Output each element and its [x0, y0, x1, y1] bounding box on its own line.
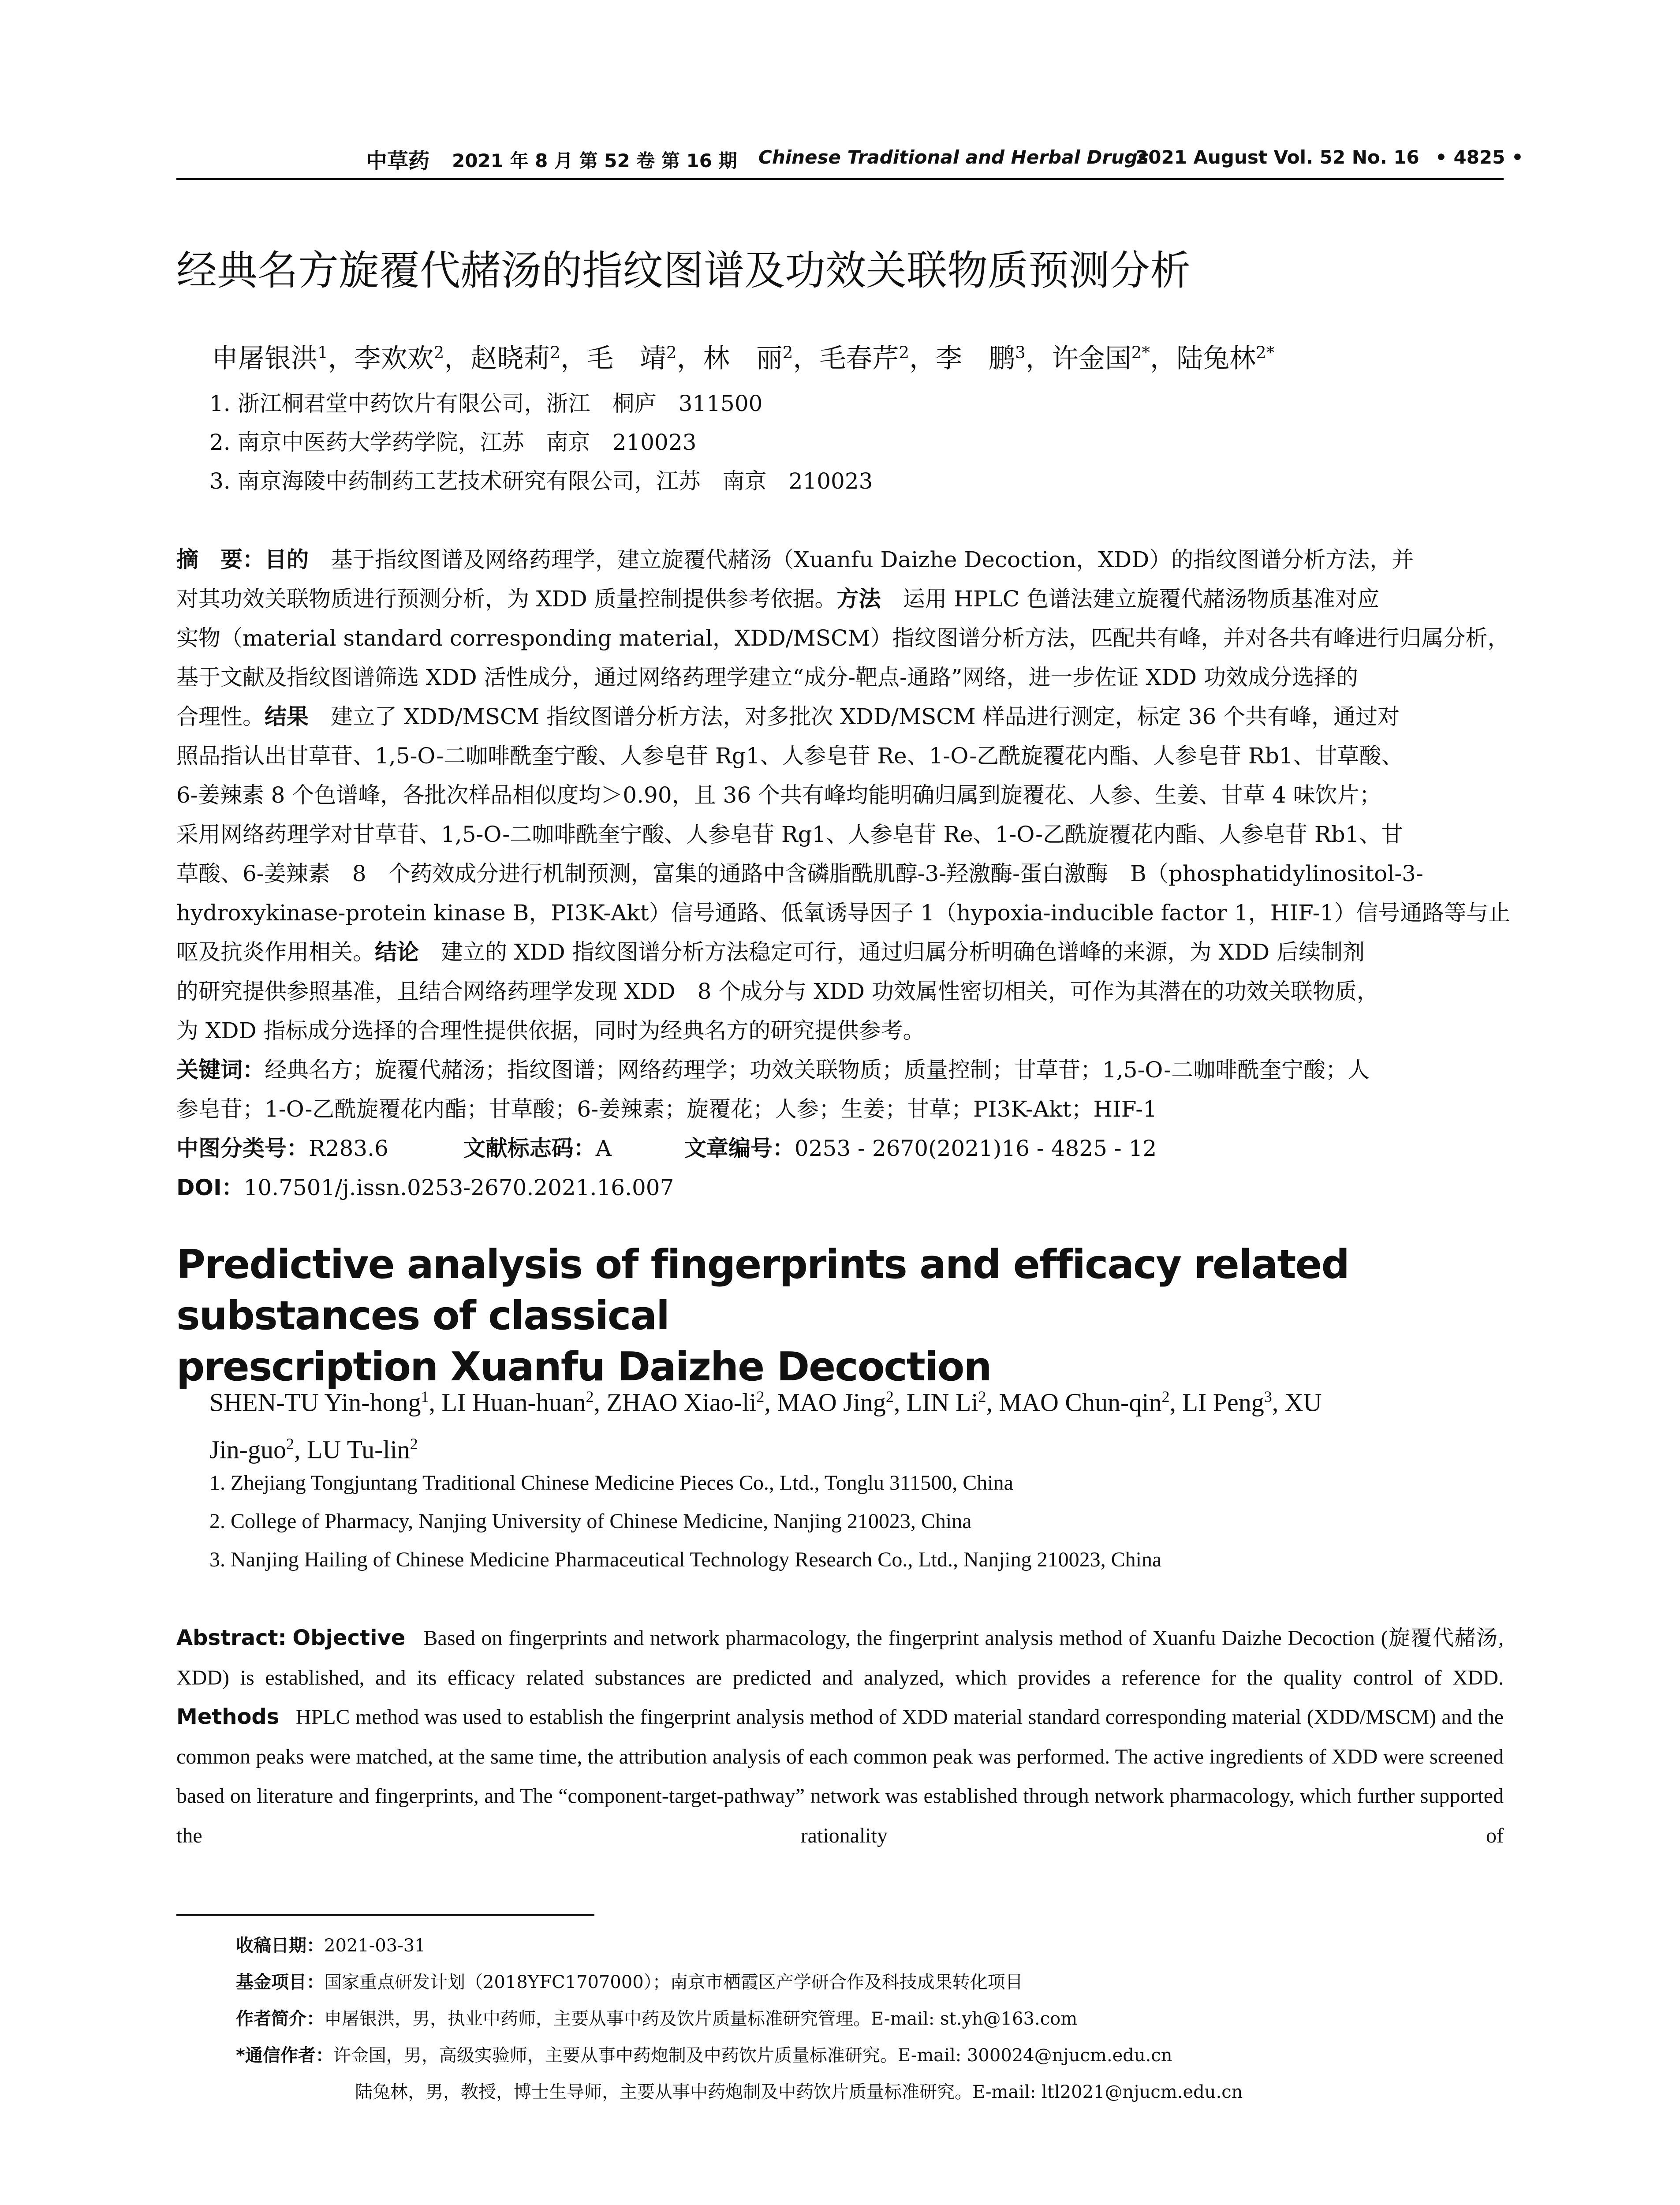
- doi-label: DOI：: [176, 1175, 244, 1200]
- cn-keywords-label: 关键词：: [176, 1057, 265, 1083]
- issue-cn: 2021 年 8 月 第 52 卷 第 16 期: [452, 150, 737, 172]
- cn-results-label: 结果: [265, 704, 309, 729]
- cn-title: 经典名方旋覆代赭汤的指纹图谱及功效关联物质预测分析: [176, 247, 1191, 294]
- cn-abstract-line: 建立了 XDD/MSCM 指纹图谱分析方法，对多批次 XDD/MSCM 样品进行测定，标定 36 个共有峰，通过对: [331, 704, 1400, 729]
- cn-abstract-line: 的研究提供参照基准，且结合网络药理学发现 XDD 8 个成分与 XDD 功效属性密切相关，可作为其潜在的功效关联物质，: [176, 979, 1379, 1004]
- cn-abstract-line: 实物（material standard corresponding material，XDD/MSCM）指纹图谱分析方法，匹配共有峰，并对各共有峰进行归属分析，: [176, 625, 1510, 651]
- cn-author: 毛春芹: [819, 343, 899, 374]
- cn-abstract-line: 基于指纹图谱及网络药理学，建立旋覆代赭汤（Xuanfu Daizhe Decoction，XDD）的指纹图谱分析方法，并: [331, 547, 1414, 572]
- en-title-line: prescription Xuanfu Daizhe Decoction: [176, 1344, 991, 1390]
- en-affiliation-1: 1. Zhejiang Tongjuntang Traditional Chinese Medicine Pieces Co., Ltd., Tonglu 311500, China: [209, 1471, 1013, 1495]
- cn-authors: 申屠银洪$^1$，李欢欢$^2$，赵晓莉$^2$，毛 靖$^2$，林 丽$^2$，毛春芹$^2$，李 鹏$^3$，许金国$^{2*}$，陆兔林$^{2*}$: [212, 343, 1275, 374]
- cn-objective-label: 目的: [265, 547, 309, 572]
- footnote-funding: [236, 1968, 1023, 1993]
- footnote-text: 国家重点研发计划（2018YFC1707000）；南京市栖霞区产学研合作及科技成果转化项目: [324, 1972, 1023, 1992]
- en-authors-line2: Jin-guo$^2$, LU Tu-lin$^2$: [209, 1435, 418, 1464]
- footnote-text: 陆兔林，男，教授，博士生导师，主要从事中药炮制及中药饮片质量标准研究。E-mail: ltl2021@njucm.edu.cn: [355, 2082, 1243, 2102]
- footnote-rule: [176, 1914, 594, 1916]
- issue-en: 2021 August Vol. 52 No. 16: [1135, 146, 1419, 168]
- footnote-corresponding: [236, 2041, 1172, 2067]
- cn-author-affiliation-mark: 2: [666, 343, 677, 362]
- cn-abstract-line: 照品指认出甘草苷、1,5-O-二咖啡酰奎宁酸、人参皂苷 Rg1、人参皂苷 Re、1-O-乙酰旋覆花内酯、人参皂苷 Rb1、甘草酸、: [176, 743, 1404, 769]
- en-affiliation-3: 3. Nanjing Hailing of Chinese Medicine Pharmaceutical Technology Research Co., Ltd., Nanjing 210023, China: [209, 1548, 1162, 1571]
- cn-author: 许金国: [1052, 343, 1131, 374]
- article-number-value: 0253 - 2670(2021)16 - 4825 - 12: [794, 1136, 1157, 1161]
- cn-methods-label: 方法: [836, 586, 881, 612]
- en-authors-line1: SHEN-TU Yin-hong$^1$, LI Huan-huan$^2$, ZHAO Xiao-$li^2$, MAO Jing$^2$, LIN Li$^2$, MAO Chun-qin$^2$, LI Peng$^3$, XU: [209, 1388, 1322, 1417]
- cn-abstract-line: 采用网络药理学对甘草苷、1,5-O-二咖啡酰奎宁酸、人参皂苷 Rg1、人参皂苷 Re、1-O-乙酰旋覆花内酯、人参皂苷 Rb1、甘: [176, 822, 1404, 847]
- cn-keywords-line1: 经典名方；旋覆代赭汤；指纹图谱；网络药理学；功效关联物质；质量控制；甘草苷；1,5-O-二咖啡酰奎宁酸；人: [265, 1057, 1370, 1083]
- cn-abstract-line: hydroxykinase-protein kinase B，PI3K-Akt）信号通路、低氧诱导因子 1（hypoxia-inducible factor 1，HIF-1）信号通路等与止: [176, 900, 1511, 926]
- en-objective-label: Objective: [292, 1626, 406, 1650]
- cn-author-affiliation-mark: 2: [433, 343, 444, 362]
- doc-code-value: A: [595, 1136, 612, 1161]
- footnote-corresponding-2: [355, 2078, 1243, 2103]
- running-header: [176, 141, 1523, 176]
- clc-value: R283.6: [309, 1136, 388, 1161]
- journal-name-cn: 中草药: [366, 149, 430, 173]
- cn-author: 赵晓莉: [470, 343, 550, 374]
- cn-author: 申屠银洪: [212, 343, 317, 374]
- doc-code-label: 文献标志码：: [463, 1136, 596, 1161]
- cn-classification: [176, 1129, 1504, 1168]
- journal-name-en: Chinese Traditional and Herbal Drugs: [758, 146, 1149, 168]
- cn-abstract-line: 对其功效关联物质进行预测分析，为 XDD 质量控制提供参考依据。: [176, 586, 837, 612]
- page-number: • 4825 •: [1435, 146, 1523, 168]
- article-number-label: 文章编号：: [684, 1136, 795, 1161]
- footnote-author-bio: [236, 2005, 1077, 2030]
- en-title-line: Predictive analysis of fingerprints and efficacy related substances of classical: [176, 1241, 1349, 1339]
- footnote-label: 作者简介：: [236, 2009, 324, 2029]
- cn-author-affiliation-mark: 1: [317, 343, 328, 362]
- doi-value: 10.7501/j.issn.0253-2670.2021.16.007: [243, 1175, 674, 1200]
- en-methods-label: Methods: [176, 1704, 280, 1729]
- cn-affiliation-3: 3. 南京海陵中药制药工艺技术研究有限公司，江苏 南京 210023: [209, 468, 873, 494]
- en-abstract-part2: HPLC method was used to establish the fingerprint analysis method of XDD material standard corresponding material (XDD/MSCM) and the common peaks were matched, at the same time, the attribution analysis of each common peak was performed. The active ingredients of XDD were screened based on literature and fingerprints, and The “component-target-pathway” network was established through network pharmacology, which further supported the rationality of: [176, 1705, 1504, 1847]
- footnote-label: 基金项目：: [236, 1972, 324, 1992]
- cn-abstract-line: 6-姜辣素 8 个色谱峰，各批次样品相似度均＞0.90，且 36 个共有峰均能明确归属到旋覆花、人参、生姜、甘草 4 味饮片；: [176, 782, 1381, 808]
- cn-abstract-line: 建立的 XDD 指纹图谱分析方法稳定可行，通过归属分析明确色谱峰的来源，为 XDD 后续制剂: [441, 939, 1365, 965]
- footnote-label: 收稿日期：: [236, 1936, 324, 1956]
- cn-abstract-line: 呕及抗炎作用相关。: [176, 939, 375, 965]
- cn-author-affiliation-mark: 2: [550, 343, 561, 362]
- cn-affiliation-1: 1. 浙江桐君堂中药饮片有限公司，浙江 桐庐 311500: [209, 391, 763, 416]
- cn-author-affiliation-mark: 2: [899, 343, 910, 362]
- cn-author-affiliation-mark: 2*: [1131, 343, 1150, 362]
- cn-author-affiliation-mark: 2*: [1255, 343, 1275, 362]
- footnote-text: 申屠银洪，男，执业中药师，主要从事中药及饮片质量标准研究管理。E-mail: st.yh@163.com: [324, 2009, 1078, 2029]
- cn-abstract-label: 摘 要：: [176, 547, 265, 572]
- en-abstract-label: Abstract:: [176, 1626, 287, 1650]
- cn-abstract-line: 合理性。: [176, 704, 265, 729]
- cn-author: 林 丽: [703, 343, 783, 374]
- header-rule: [176, 178, 1504, 180]
- footnote-received: [236, 1932, 426, 1957]
- cn-author: 毛 靖: [587, 343, 667, 374]
- footnote-text: 2021-03-31: [324, 1936, 426, 1956]
- en-title: [176, 1239, 1504, 1393]
- cn-author-affiliation-mark: 3: [1015, 343, 1026, 362]
- cn-keywords-line2: 参皂苷；1-O-乙酰旋覆花内酯；甘草酸；6-姜辣素；旋覆花；人参；生姜；甘草；PI3K-Akt；HIF-1: [176, 1096, 1157, 1122]
- cn-author: 陆兔林: [1176, 343, 1256, 374]
- en-abstract-part1: Based on fingerprints and network pharmacology, the fingerprint analysis method of Xuanfu Daizhe Decoction (旋覆代赭汤, XDD) is established, and its efficacy related substances are predicted and analyzed, which provides a reference for the quality control of XDD.: [176, 1626, 1504, 1689]
- cn-affiliation-2: 2. 南京中医药大学药学院，江苏 南京 210023: [209, 430, 697, 455]
- en-affiliation-2: 2. College of Pharmacy, Nanjing University of Chinese Medicine, Nanjing 210023, China: [209, 1510, 972, 1533]
- doi: [176, 1168, 1504, 1207]
- cn-author: 李 鹏: [936, 343, 1015, 374]
- cn-author-affiliation-mark: 2: [782, 343, 793, 362]
- footnote-text: 许金国，男，高级实验师，主要从事中药炮制及中药饮片质量标准研究。E-mail: 300024@njucm.edu.cn: [333, 2045, 1172, 2066]
- cn-abstract: [176, 540, 1511, 1207]
- clc-label: 中图分类号：: [176, 1136, 309, 1161]
- en-authors: [209, 1376, 1504, 1471]
- cn-abstract-line: 基于文献及指纹图谱筛选 XDD 活性成分，通过网络药理学建立“成分-靶点-通路”网络，进一步佐证 XDD 功效成分选择的: [176, 665, 1359, 690]
- footnote-label: *通信作者：: [236, 2045, 333, 2066]
- cn-author: 李欢欢: [354, 343, 434, 374]
- en-abstract: [176, 1618, 1504, 1855]
- cn-abstract-line: 运用 HPLC 色谱法建立旋覆代赭汤物质基准对应: [903, 586, 1380, 612]
- cn-abstract-line: 为 XDD 指标成分选择的合理性提供依据，同时为经典名方的研究提供参考。: [176, 1018, 925, 1043]
- cn-conclusion-label: 结论: [375, 939, 419, 965]
- cn-abstract-line: 草酸、6-姜辣素 8 个药效成分进行机制预测，富集的通路中含磷脂酰肌醇-3-羟激酶-蛋白激酶 B（phosphatidylinositol-3-: [176, 861, 1423, 886]
